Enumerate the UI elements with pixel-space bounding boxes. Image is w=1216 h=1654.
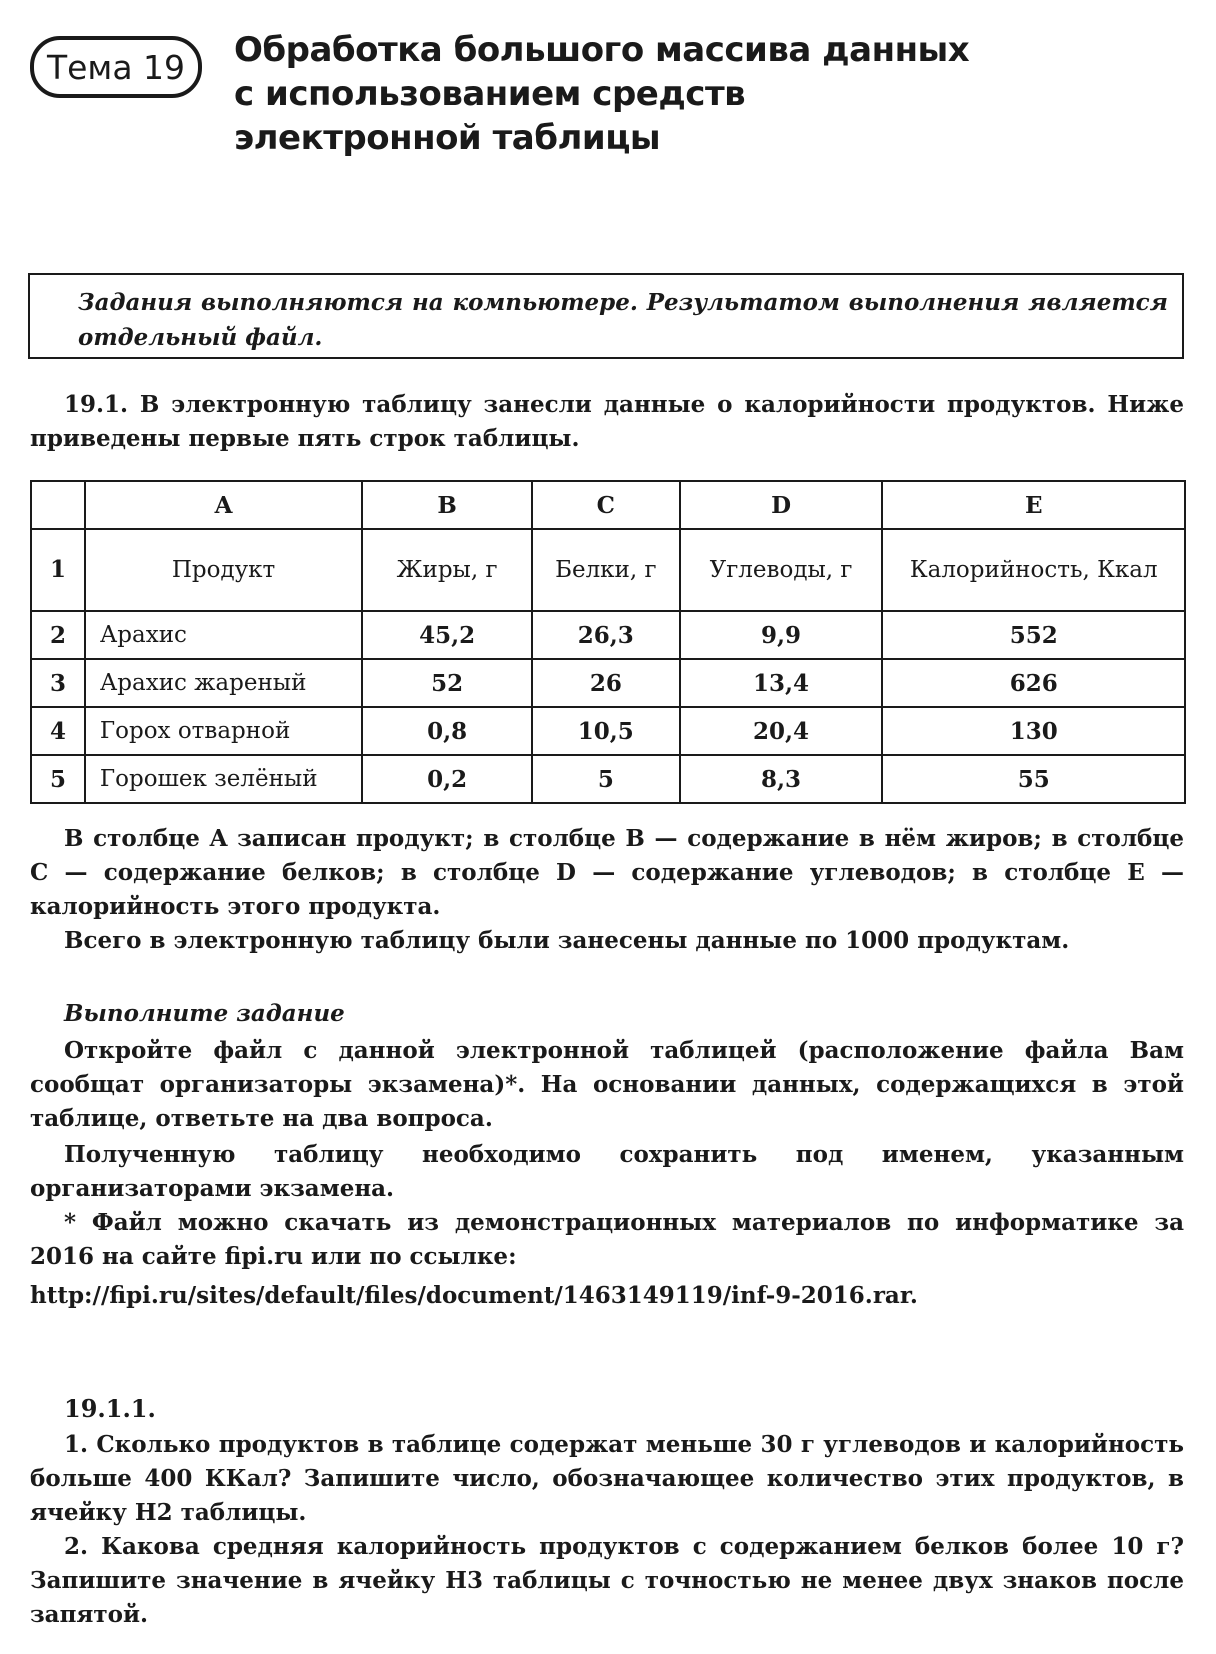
header: [30, 28, 1190, 168]
table-row: [31, 611, 1185, 659]
table-cell: 26: [532, 659, 680, 707]
problem-number: 19.1.: [64, 391, 129, 418]
table-row: [31, 529, 1185, 611]
table-cell: Арахис: [85, 611, 362, 659]
title-line: Обработка большого массива данных: [234, 30, 970, 70]
table-row: [31, 707, 1185, 755]
table-cell: 10,5: [532, 707, 680, 755]
table-cell: 0,2: [362, 755, 532, 803]
table-cell: 45,2: [362, 611, 532, 659]
row-number: 5: [31, 755, 85, 803]
question-2: 2. Какова средняя калорийность продуктов с содержанием белков более 10 г? Запишите значение в ячейку H3 таблицы с точностью не менее двух знаков после запятой.: [30, 1533, 1184, 1628]
table-cell: 13,4: [680, 659, 883, 707]
notice-box: Задания выполняются на компьютере. Результатом выполнения является отдельный файл.: [28, 273, 1184, 359]
corner-cell: [31, 481, 85, 529]
table-cell: 26,3: [532, 611, 680, 659]
column-header-row: [31, 481, 1185, 529]
table-cell: Горошек зелёный: [85, 755, 362, 803]
table-cell: 8,3: [680, 755, 883, 803]
task-title: Выполните задание: [64, 1000, 345, 1027]
column-header: C: [532, 481, 680, 529]
table-cell: Жиры, г: [362, 529, 532, 611]
footnote: * Файл можно скачать из демонстрационных материалов по информатике за 2016 на сайте fipi.ru или по ссылке:: [30, 1209, 1184, 1270]
table-cell: 20,4: [680, 707, 883, 755]
table-cell: 9,9: [680, 611, 883, 659]
table-cell: Калорийность, Ккал: [882, 529, 1185, 611]
table-cell: 55: [882, 755, 1185, 803]
task-paragraph: Откройте файл с данной электронной таблицей (расположение файла Вам сообщат организаторы экзамена)*. На основании данных, содержащихся в этой таблице, ответьте на два вопроса.: [30, 1037, 1184, 1132]
column-header: E: [882, 481, 1185, 529]
question-1: 1. Сколько продуктов в таблице содержат меньше 30 г углеводов и калорийность больше 400 ККал? Запишите число, обозначающее количество этих продуктов, в ячейку H2 таблицы.: [30, 1431, 1184, 1526]
table-cell: 5: [532, 755, 680, 803]
table-cell: 52: [362, 659, 532, 707]
table-cell: Арахис жареный: [85, 659, 362, 707]
title-line: с использованием средств: [234, 74, 746, 114]
table-row: [31, 755, 1185, 803]
column-header: A: [85, 481, 362, 529]
total-paragraph: Всего в электронную таблицу были занесены данные по 1000 продуктам.: [64, 927, 1070, 954]
description-paragraph: В столбце A записан продукт; в столбце B — содержание в нём жиров; в столбце C — содержание белков; в столбце D — содержание углеводов; в столбце E — калорийность этого продукта.: [30, 825, 1184, 920]
table-row: [31, 659, 1185, 707]
data-table: [30, 480, 1186, 804]
table-cell: 130: [882, 707, 1185, 755]
table-cell: Белки, г: [532, 529, 680, 611]
table-cell: Углеводы, г: [680, 529, 883, 611]
table-cell: Горох отварной: [85, 707, 362, 755]
title-line: электронной таблицы: [234, 118, 661, 158]
topic-badge: Тема 19: [30, 36, 202, 98]
table-cell: Продукт: [85, 529, 362, 611]
row-number: 1: [31, 529, 85, 611]
page-title: [234, 28, 1134, 160]
intro-text: В электронную таблицу занесли данные о калорийности продуктов. Ниже приведены первые пять строк таблицы.: [30, 391, 1184, 452]
column-header: B: [362, 481, 532, 529]
download-link[interactable]: http://fipi.ru/sites/default/files/document/1463149119/inf-9-2016.rar.: [30, 1282, 918, 1309]
row-number: 4: [31, 707, 85, 755]
table-cell: 552: [882, 611, 1185, 659]
save-instruction: Полученную таблицу необходимо сохранить под именем, указанным организаторами экзамена.: [30, 1141, 1184, 1202]
column-header: D: [680, 481, 883, 529]
subtask-title: 19.1.1.: [64, 1394, 156, 1423]
row-number: 2: [31, 611, 85, 659]
row-number: 3: [31, 659, 85, 707]
table-cell: 626: [882, 659, 1185, 707]
table-cell: 0,8: [362, 707, 532, 755]
intro-paragraph: [30, 388, 1184, 456]
